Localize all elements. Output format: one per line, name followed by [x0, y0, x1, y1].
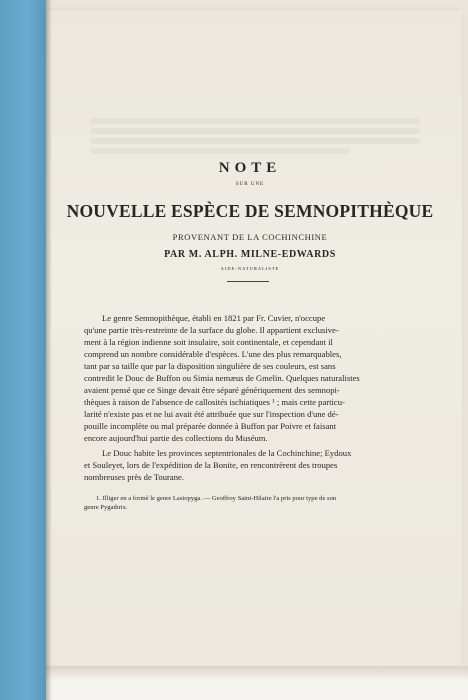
- blue-cover: [0, 0, 46, 700]
- body-line: avaient pensé que ce Singe devait être séparé génériquement des semnopi-: [84, 385, 340, 395]
- paper-bottom-edge: [30, 666, 468, 680]
- body-line: tant par sa taille que par la disposition singulière de ses couleurs, est sans: [84, 361, 336, 371]
- body-line: larité n'existe pas et ne lui avait été attribuée que sur l'inspection d'une dé-: [84, 409, 339, 419]
- bleed-through-line: [90, 118, 420, 124]
- note-heading: NOTE: [218, 160, 282, 176]
- author-role: AIDE-NATURALISTE: [220, 266, 280, 271]
- body-line: contredit le Douc de Buffon ou Simia nemæus de Gmelin. Quelques naturalistes: [84, 373, 360, 383]
- main-title: NOUVELLE ESPÈCE DE SEMNOPITHÈQUE: [66, 201, 434, 221]
- sur-une-label: SUR UNE: [235, 182, 265, 187]
- body-line: encore aujourd'hui partie des collections du Muséum.: [84, 433, 268, 443]
- body-line: comprend un nombre considérable d'espèces. L'une des plus remarquables,: [84, 349, 342, 359]
- footnote-line: genre Pygathrix.: [84, 504, 128, 511]
- author-line: PAR M. ALPH. MILNE-EDWARDS: [164, 249, 336, 260]
- bleed-through-line: [90, 138, 420, 144]
- body-line: nombreuses près de Tourane.: [84, 472, 184, 482]
- body-line: Le Douc habite les provinces septentrionales de la Cochinchine; Eydoux: [102, 448, 352, 458]
- body-line: pouille incomplète ou mal préparée donnée à Buffon par Poivre et faisant: [84, 421, 337, 431]
- body-line: ment à la région indienne soit insulaire, soit continentale, et cependant il: [84, 337, 333, 347]
- cover-shadow: [46, 0, 52, 700]
- bleed-through-line: [90, 128, 420, 134]
- body-line: et Souleyet, lors de l'expédition de la Bonite, en rencontrèrent des troupes: [84, 460, 338, 470]
- body-line: thèques à raison de l'absence de callosités ischiatiques ¹ ; mais cette particu-: [84, 397, 345, 407]
- body-line: Le genre Semnopithèque, établi en 1821 par Fr. Cuvier, n'occupe: [102, 313, 326, 323]
- body-line: qu'une partie très-restreinte de la surface du globe. Il appartient exclusive-: [84, 325, 339, 335]
- title-rule: [227, 281, 269, 282]
- bleed-through-line: [90, 148, 350, 154]
- footnote-line: 1. Illiger en a formé le genre Lasiopyga. — Geoffroy Saint-Hilaire l'a pris pour type de son: [96, 495, 337, 502]
- subtitle-provenance: PROVENANT DE LA COCHINCHINE: [172, 232, 328, 242]
